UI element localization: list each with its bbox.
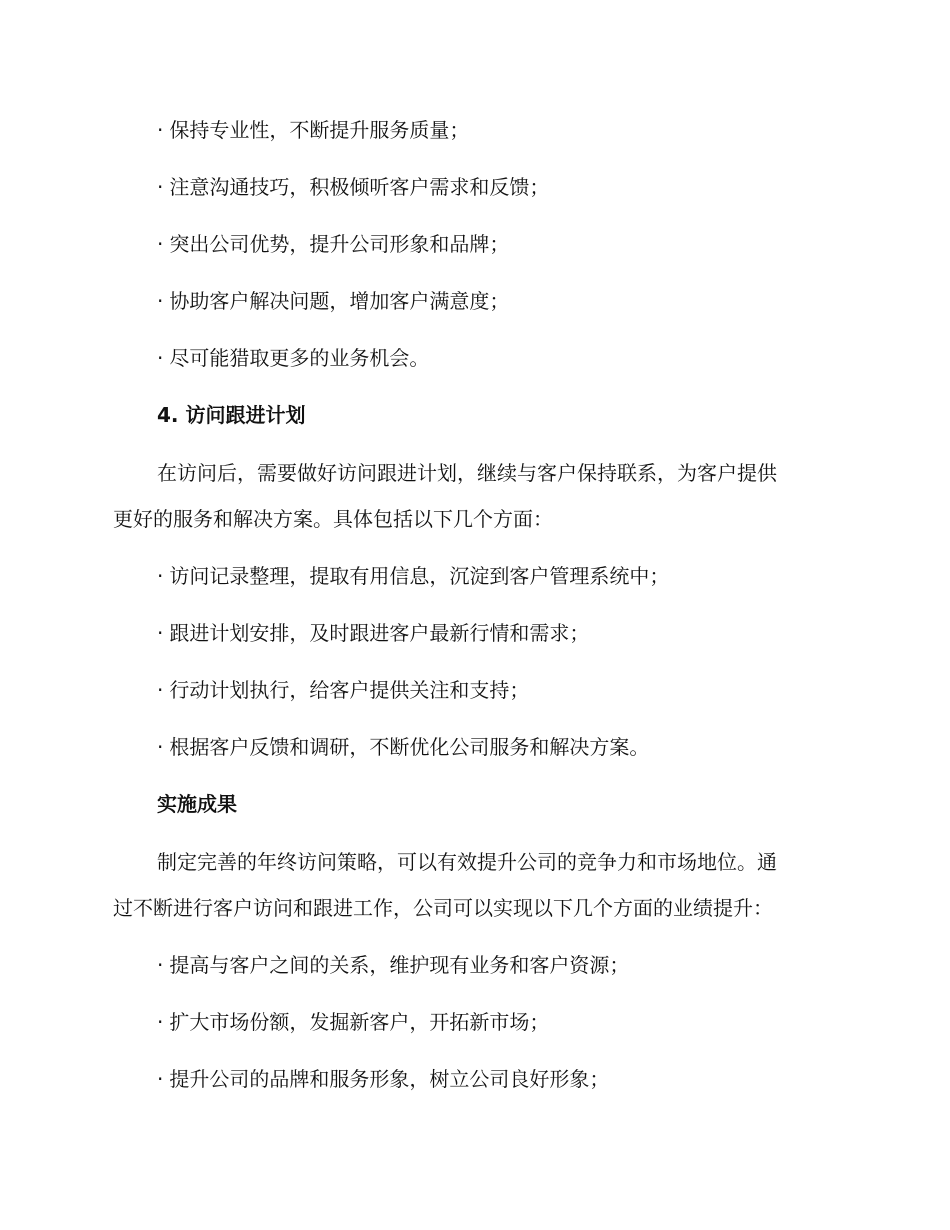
bullet-dot: · — [157, 953, 164, 977]
paragraph-line: 过不断进行客户访问和跟进工作，公司可以实现以下几个方面的业绩提升： — [113, 896, 773, 920]
bullet-dot: · — [157, 564, 164, 588]
bullet-dot: · — [157, 1067, 164, 1091]
bullet-item — [157, 289, 509, 313]
bullet-dot: · — [157, 232, 164, 256]
bullet-text: 行动计划执行，给客户提供关注和支持； — [169, 678, 530, 702]
bullet-item — [157, 175, 549, 199]
bullet-item — [157, 1010, 549, 1034]
bullet-text: 突出公司优势，提升公司形象和品牌； — [169, 232, 510, 256]
bullet-dot: · — [157, 175, 164, 199]
bullet-dot: · — [157, 289, 164, 313]
bullet-item — [157, 621, 589, 645]
bullet-text: 协助客户解决问题，增加客户满意度； — [169, 289, 510, 313]
bullet-dot: · — [157, 735, 164, 759]
bullet-item — [157, 1067, 609, 1091]
bullet-item — [157, 678, 529, 702]
bullet-text: 根据客户反馈和调研，不断优化公司服务和解决方案。 — [169, 735, 650, 759]
bullet-dot: · — [157, 346, 164, 370]
bullet-item — [157, 953, 629, 977]
bullet-item — [157, 564, 669, 588]
bullet-text: 尽可能猎取更多的业务机会。 — [169, 346, 430, 370]
bullet-text: 访问记录整理，提取有用信息，沉淀到客户管理系统中； — [169, 564, 670, 588]
bullet-text: 注意沟通技巧，积极倾听客户需求和反馈； — [169, 175, 550, 199]
bullet-dot: · — [157, 678, 164, 702]
paragraph-line: 更好的服务和解决方案。具体包括以下几个方面： — [113, 507, 553, 531]
bullet-item — [157, 346, 429, 370]
paragraph-line: 在访问后，需要做好访问跟进计划，继续与客户保持联系，为客户提供 — [157, 461, 777, 485]
bullet-text: 提升公司的品牌和服务形象，树立公司良好形象； — [169, 1067, 610, 1091]
bullet-item — [157, 735, 649, 759]
paragraph-line: 制定完善的年终访问策略，可以有效提升公司的竞争力和市场地位。通 — [157, 850, 777, 874]
bullet-text: 扩大市场份额，发掘新客户，开拓新市场； — [169, 1010, 550, 1034]
section-heading: 实施成果 — [157, 792, 237, 816]
bullet-dot: · — [157, 118, 164, 142]
bullet-text: 保持专业性，不断提升服务质量； — [169, 118, 470, 142]
bullet-text: 提高与客户之间的关系，维护现有业务和客户资源； — [169, 953, 630, 977]
bullet-dot: · — [157, 621, 164, 645]
section-heading: 4. 访问跟进计划 — [157, 403, 306, 427]
bullet-text: 跟进计划安排，及时跟进客户最新行情和需求； — [169, 621, 590, 645]
bullet-item — [157, 118, 469, 142]
bullet-item — [157, 232, 509, 256]
bullet-dot: · — [157, 1010, 164, 1034]
